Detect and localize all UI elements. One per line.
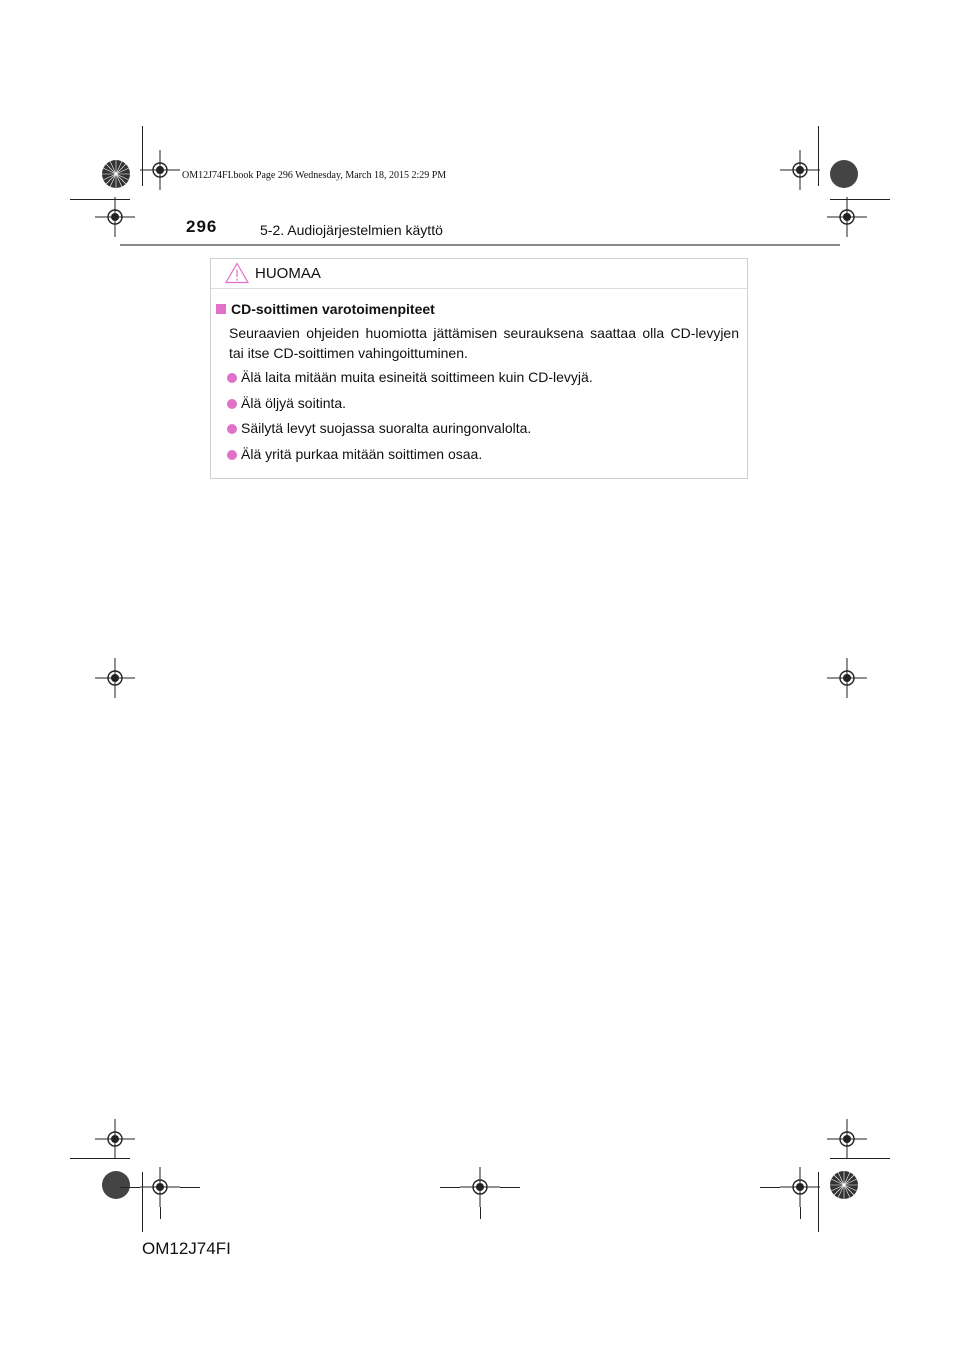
header-rule [120, 244, 840, 246]
bullet-dot-icon [227, 424, 237, 434]
section-title: 5-2. Audiojärjestelmien käyttö [260, 222, 443, 238]
list-item [227, 420, 531, 436]
document-code: OM12J74FI [142, 1239, 231, 1258]
list-item [227, 369, 593, 385]
crop-line [120, 1187, 140, 1188]
notice-box [210, 258, 748, 479]
crosshair-target-icon [827, 1119, 867, 1159]
crosshair-target-icon [95, 197, 135, 237]
registration-solid-icon [829, 159, 859, 189]
square-bullet-icon [216, 304, 226, 314]
warning-triangle-icon [225, 262, 249, 284]
notice-header [211, 259, 747, 289]
crosshair-target-icon [780, 150, 820, 190]
topic-heading [216, 301, 435, 317]
crop-line [180, 1187, 200, 1188]
crosshair-target-icon [827, 658, 867, 698]
crosshair-target-icon [95, 1119, 135, 1159]
notice-paragraph: Seuraavien ohjeiden huomiotta jättämisen seurauksena saattaa olla CD-levyjen tai itse CD-soittimen vahingoittuminen. [229, 325, 739, 361]
crop-line [480, 1207, 481, 1219]
bullet-dot-icon [227, 399, 237, 409]
registration-sunburst-icon [101, 159, 131, 189]
crop-line [800, 1207, 801, 1219]
crosshair-target-icon [460, 1167, 500, 1207]
crosshair-target-icon [140, 150, 180, 190]
notice-title: HUOMAA [255, 265, 321, 282]
crop-line [440, 1187, 460, 1188]
crosshair-target-icon [95, 658, 135, 698]
crosshair-target-icon [827, 197, 867, 237]
crop-line [160, 1207, 161, 1219]
crosshair-target-icon [780, 1167, 820, 1207]
list-item-text: Älä öljyä soitinta. [241, 395, 347, 411]
bullet-dot-icon [227, 450, 237, 460]
topic-text: CD-soittimen varotoimenpiteet [231, 301, 435, 317]
bullet-dot-icon [227, 373, 237, 383]
registration-sunburst-icon [829, 1170, 859, 1200]
list-item [227, 395, 346, 411]
list-item [227, 446, 482, 462]
list-item-text: Säilytä levyt suojassa suoralta auringonvalolta. [241, 420, 532, 436]
print-info: OM12J74FI.book Page 296 Wednesday, March 18, 2015 2:29 PM [182, 170, 447, 181]
crop-line [760, 1187, 780, 1188]
list-item-text: Älä yritä purkaa mitään soittimen osaa. [241, 446, 483, 462]
crosshair-target-icon [140, 1167, 180, 1207]
crop-line [500, 1187, 520, 1188]
list-item-text: Älä laita mitään muita esineitä soittimeen kuin CD-levyjä. [241, 369, 593, 385]
registration-solid-icon [101, 1170, 131, 1200]
page-number: 296 [186, 217, 218, 236]
